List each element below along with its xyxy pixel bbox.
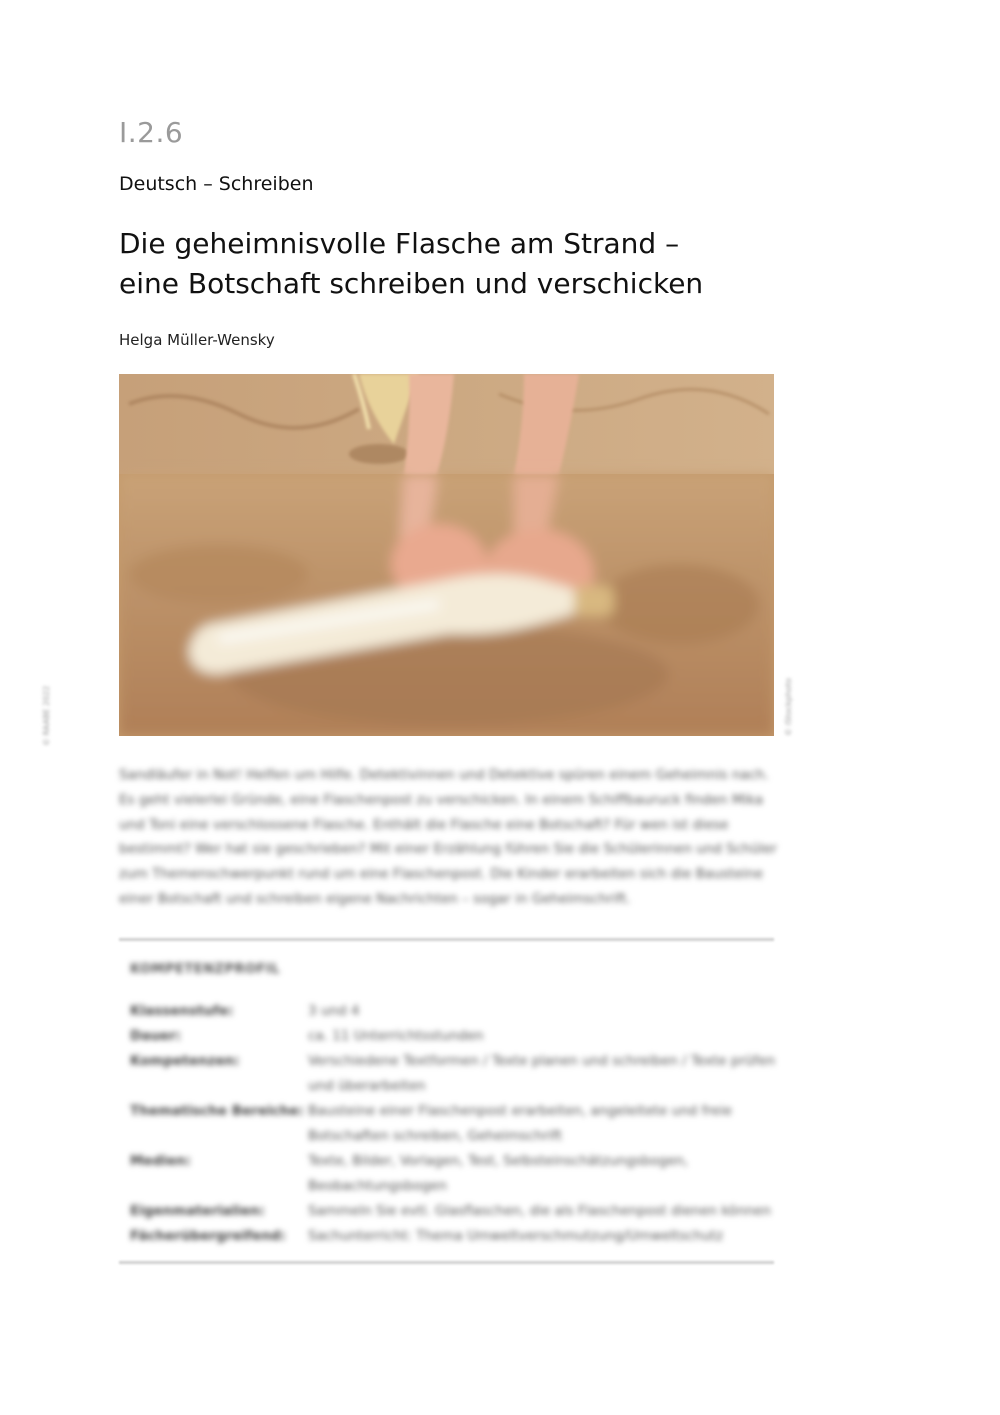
row-value: Texte, Bilder, Vorlagen, Test, Selbsteinschätzungsbogen, Beobachtungsbogen <box>308 1153 689 1194</box>
table-row <box>130 1024 780 1049</box>
row-value: 3 und 4 <box>308 1003 360 1019</box>
table-row <box>130 1149 780 1199</box>
row-key: Fächerübergreifend: <box>130 1228 286 1244</box>
competence-profile <box>130 962 780 1249</box>
author-name: Helga Müller-Wensky <box>119 331 275 349</box>
title-line-2: eine Botschaft schreiben und verschicken <box>119 267 704 300</box>
row-value: ca. 11 Unterrichtsstunden <box>308 1028 484 1044</box>
divider-bottom <box>119 1261 774 1264</box>
row-key: Thematische Bereiche: <box>130 1103 304 1119</box>
table-row <box>130 1099 780 1149</box>
table-row <box>130 1224 780 1249</box>
row-value: Sammeln Sie evtl. Glasflaschen, die als Flaschenpost dienen können <box>308 1203 771 1219</box>
intro-paragraph: Sandläufer in Not! Helfen um Hilfe. Detektivinnen und Detektive spüren einem Geheimnis nach. Es geht vielerlei Gründe, eine Flaschenpost zu verschicken. In einem Schiffbauruck finden Mika und Toni eine verschlossene Flasche. Enthält die Flasche eine Botschaft? Für wen ist diese bestimmt? Wer hat sie geschrieben? Mit einer Erzählung führen Sie die Schülerinnen und Schüler zum Themenschwerpunkt rund um eine Flaschenpost. Die Kinder erarbeiten sich die Bausteine einer Botschaft und schreiben eigene Nachrichten – sogar in Geheimschrift. <box>119 767 777 907</box>
title-line-1: Die geheimnisvolle Flasche am Strand – <box>119 227 680 260</box>
table-row <box>130 1199 780 1224</box>
competence-profile-heading: KOMPETENZPROFIL <box>130 962 281 977</box>
row-key: Medien: <box>130 1153 192 1169</box>
copyright-note-left <box>38 660 60 750</box>
row-key: Dauer: <box>130 1028 182 1044</box>
table-row <box>130 1049 780 1099</box>
photo-credit-text: © iStockphoto <box>784 678 793 736</box>
cover-photo <box>119 374 774 736</box>
row-value: Verschiedene Textformen / Texte planen und schreiben / Texte prüfen und überarbeiten <box>308 1053 776 1094</box>
table-row <box>130 999 780 1024</box>
competence-profile-table <box>130 999 780 1249</box>
section-number: I.2.6 <box>119 116 184 149</box>
row-key: Eigenmaterialien: <box>130 1203 265 1219</box>
row-key: Kompetenzen: <box>130 1053 240 1069</box>
subject-line: Deutsch – Schreiben <box>119 173 314 195</box>
row-key: Klassenstufe: <box>130 1003 234 1019</box>
divider-top <box>119 938 774 941</box>
photo-credit-right <box>780 640 802 740</box>
copyright-text-left: © RAABE 2022 <box>42 685 51 746</box>
page-title <box>119 224 759 304</box>
row-value: Sachunterricht: Thema Umweltverschmutzung/Umweltschutz <box>308 1228 724 1244</box>
row-value: Bausteine einer Flaschenpost erarbeiten, angeleitete und freie Botschaften schreiben, Geheimschrift <box>308 1103 732 1144</box>
